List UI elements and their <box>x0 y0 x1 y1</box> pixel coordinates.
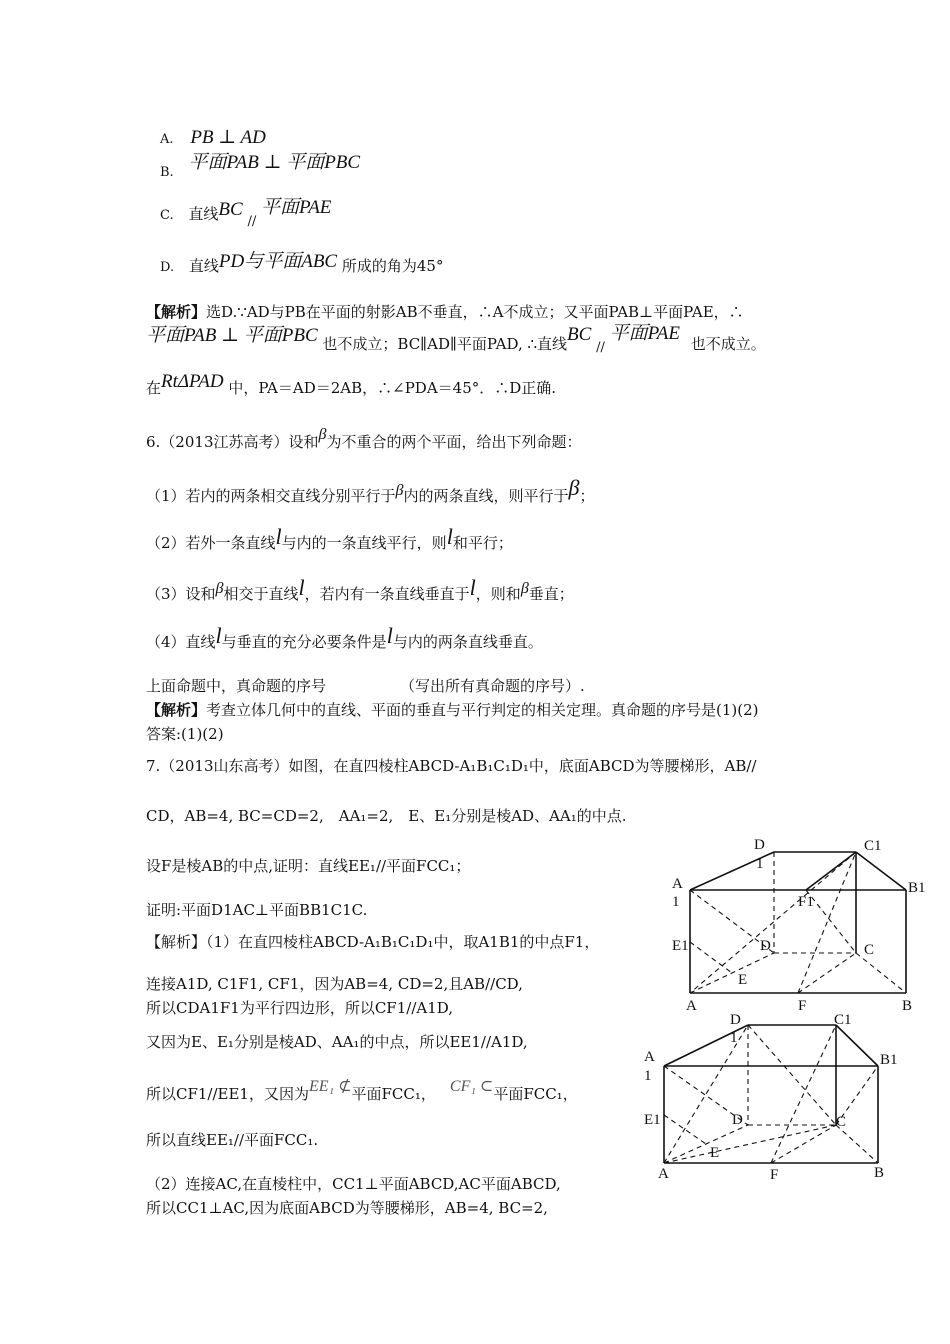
fig1-label-b: B <box>902 998 913 1014</box>
q6-answer: 答案:(1)(2) <box>146 725 224 743</box>
q7-sol-line7: （2）连接AC,在直棱柱中，CC1⊥平面ABCD,AC平面ABCD, <box>146 1175 561 1193</box>
option-c-label: C. <box>160 208 174 223</box>
q6-p3-l1: l <box>298 575 305 600</box>
q6-analysis-text: 考查立体几何中的直线、平面的垂直与平行判定的相关定理。真命题的序号是(1)(2) <box>206 701 759 719</box>
fig2-label-b: B <box>874 1165 885 1181</box>
q6-analysis <box>146 700 759 720</box>
q6-p3-text1: （3）设和 <box>146 585 216 603</box>
q6-p2-text2: 与内的一条直线平行，则 <box>281 534 447 552</box>
analysis5-parallel: // <box>596 340 605 355</box>
q6-p4-text2: 与垂直的充分必要条件是 <box>221 633 387 651</box>
analysis5-line3 <box>146 371 557 398</box>
option-c <box>160 197 332 229</box>
option-d-suffix: 所成的角为45° <box>341 257 444 275</box>
q7-line4: 证明:平面D1AC⊥平面BB1C1C. <box>146 901 368 919</box>
fig2-label-a1-sub: 1 <box>644 1068 652 1084</box>
option-a-label: A. <box>160 132 174 147</box>
fig1-label-c1: C1 <box>864 838 882 854</box>
option-a-math: PB ⊥ AD <box>190 127 266 148</box>
fig1-label-e1: E1 <box>672 938 689 954</box>
q7-sol-line5 <box>146 1078 578 1105</box>
q7-sol-text1: （1）在直四棱柱ABCD-A₁B₁C₁D₁中，取A1B1的中点F1， <box>206 933 600 951</box>
q7-sol-math1: EE₁ ⊄ <box>308 1078 352 1095</box>
fig2-label-f: F <box>770 1167 779 1183</box>
option-d-math: PD与平面ABC <box>218 251 338 272</box>
q6-p3-text4: ，则和 <box>475 585 521 603</box>
fig2-label-c1: C1 <box>834 1012 852 1028</box>
option-c-prefix: 直线 <box>188 205 219 223</box>
q6-p1-text1: （1）若内的两条相交直线分别平行于 <box>146 487 396 505</box>
q6-p2-l2: l <box>446 524 453 549</box>
option-d <box>160 251 444 278</box>
q7-sol-line4: 又因为E、E₁分别是棱AD、AA₁的中点，所以EE1//A1D, <box>146 1033 528 1051</box>
prism-figure-1 <box>660 832 926 1014</box>
analysis5-math3: 平面PAE <box>609 323 681 344</box>
analysis5-text3: 也不成立。 <box>690 335 766 353</box>
analysis5-text5: 中，PA＝AD＝2AB，∴∠PDA＝45°．∴D正确. <box>228 379 557 397</box>
q6-ask-text1: 上面命题中，真命题的序号 <box>146 677 327 695</box>
fig1-label-c: C <box>864 942 875 958</box>
option-c-math-2: 平面PAE <box>261 197 332 218</box>
fig2-label-d: D <box>732 1112 743 1128</box>
q6-p4-l2: l <box>386 623 393 648</box>
q6-analysis-tag: 【解析】 <box>146 701 207 719</box>
q7-sol-line1 <box>146 932 599 952</box>
fig1-label-d: D <box>760 938 771 954</box>
q7-sol-line6: 所以直线EE₁//平面FCC₁. <box>146 1131 319 1149</box>
q6-p4-text3: 与内的两条直线垂直。 <box>392 633 543 651</box>
analysis5-math4: RtΔPAD <box>161 371 224 392</box>
fig2-label-e: E <box>710 1145 720 1161</box>
q7-line3: 设F是棱AB的中点,证明：直线EE₁//平面FCC₁； <box>146 857 471 875</box>
q6-p3-l2: l <box>469 575 476 600</box>
q6-p4-text1: （4）直线 <box>146 633 216 651</box>
q6-p4-l1: l <box>215 623 222 648</box>
fig1-label-a1: A <box>672 876 683 892</box>
fig1-label-a: A <box>686 998 697 1014</box>
analysis5-text1: 选D.∵AD与PB在平面的射影AB不垂直，∴A不成立；又平面PAB⊥平面PAE，∴ <box>206 303 744 321</box>
option-a <box>160 128 266 150</box>
q6-stem <box>146 426 582 453</box>
q6-p3-beta2: β <box>520 580 529 597</box>
q7-line1: 7.（2013山东高考）如图，在直四棱柱ABCD-A₁B₁C₁D₁中，底面ABCD为等腰梯形，AB// <box>146 757 757 775</box>
analysis5-text4: 在 <box>146 379 162 397</box>
option-d-label: D. <box>160 260 175 275</box>
fig1-label-b1: B1 <box>908 880 926 896</box>
analysis5-math1: 平面PAB ⊥ 平面PBC <box>146 325 318 346</box>
q7-sol-text5a: 所以CF1//EE1，又因为 <box>146 1085 309 1103</box>
q7-sol-line8: 所以CC1⊥AC,因为底面ABCD为等腰梯形，AB=4, BC=2, <box>146 1199 548 1217</box>
q6-p1-beta1: β <box>395 482 404 499</box>
fig1-label-a1-sub: 1 <box>672 894 680 910</box>
analysis5-line1 <box>146 302 744 322</box>
q6-p3-text5: 垂直； <box>528 585 574 603</box>
fig2-label-c: C <box>836 1114 847 1130</box>
q6-p1 <box>146 475 595 507</box>
option-c-math-1: BC <box>218 199 243 220</box>
option-c-parallel: // <box>247 214 257 229</box>
q7-sol-text5c: 平面FCC₁， <box>493 1085 578 1103</box>
fig2-label-b1: B1 <box>880 1052 898 1068</box>
q6-p1-text3: ； <box>579 487 595 505</box>
q6-beta: β <box>318 426 327 443</box>
analysis5-line2 <box>146 323 766 355</box>
q6-p3-text2: 相交于直线 <box>223 585 299 603</box>
q7-sol-tag: 【解析】 <box>146 933 207 951</box>
q6-p2 <box>146 524 513 553</box>
q6-stem-text2: 为不重合的两个平面，给出下列命题： <box>326 433 582 451</box>
analysis5-tag: 【解析】 <box>146 303 207 321</box>
q6-stem-text1: 6.（2013江苏高考）设和 <box>146 433 319 451</box>
fig2-label-d1: D <box>730 1012 741 1028</box>
q6-p2-text1: （2）若外一条直线 <box>146 534 276 552</box>
fig1-label-f1: F1 <box>798 894 814 910</box>
q7-sol-line2: 连接A1D, C1F1, CF1，因为AB=4, CD=2,且AB//CD, <box>146 975 523 993</box>
analysis5-text2: 也不成立；BC∥AD∥平面PAD, ∴直线 <box>322 335 568 353</box>
q6-p3-beta1: β <box>215 580 224 597</box>
q7-line2: CD，AB=4, BC=CD=2, AA₁=2, E、E₁分别是棱AD、AA₁的中点. <box>146 807 627 825</box>
q6-ask-text2: （写出所有真命题的序号）. <box>400 677 585 695</box>
option-b-label: B. <box>160 165 174 180</box>
prism-figure-2 <box>636 1010 916 1186</box>
q6-p2-text3: 和平行； <box>452 534 513 552</box>
fig2-label-a1: A <box>644 1049 655 1065</box>
q6-p4 <box>146 623 543 652</box>
q6-p3 <box>146 575 574 605</box>
q6-p2-l1: l <box>275 524 282 549</box>
analysis5-math2: BC <box>567 324 592 345</box>
q7-sol-math2: CF₁ ⊂ <box>449 1078 494 1095</box>
fig2-label-d1-sub: 1 <box>730 1030 738 1046</box>
q6-ask <box>146 676 585 696</box>
q6-p1-beta2: β <box>568 475 580 500</box>
q7-sol-line3: 所以CDA1F1为平行四边形，所以CF1//A1D, <box>146 999 454 1017</box>
fig1-label-e: E <box>738 972 748 988</box>
fig1-label-f: F <box>798 998 807 1014</box>
option-b-math: 平面PAB ⊥ 平面PBC <box>188 152 361 173</box>
q7-sol-text5b: 平面FCC₁， <box>351 1085 436 1103</box>
option-d-prefix: 直线 <box>188 257 219 275</box>
fig2-label-a: A <box>658 1166 669 1182</box>
q6-p1-text2: 内的两条直线，则平行于 <box>403 487 569 505</box>
fig2-label-e1: E1 <box>644 1112 661 1128</box>
q6-p3-text3: ，若内有一条直线垂直于 <box>304 585 470 603</box>
fig1-label-d1: D <box>754 837 765 853</box>
fig1-label-d1-sub: 1 <box>756 856 764 872</box>
option-b <box>160 152 361 180</box>
